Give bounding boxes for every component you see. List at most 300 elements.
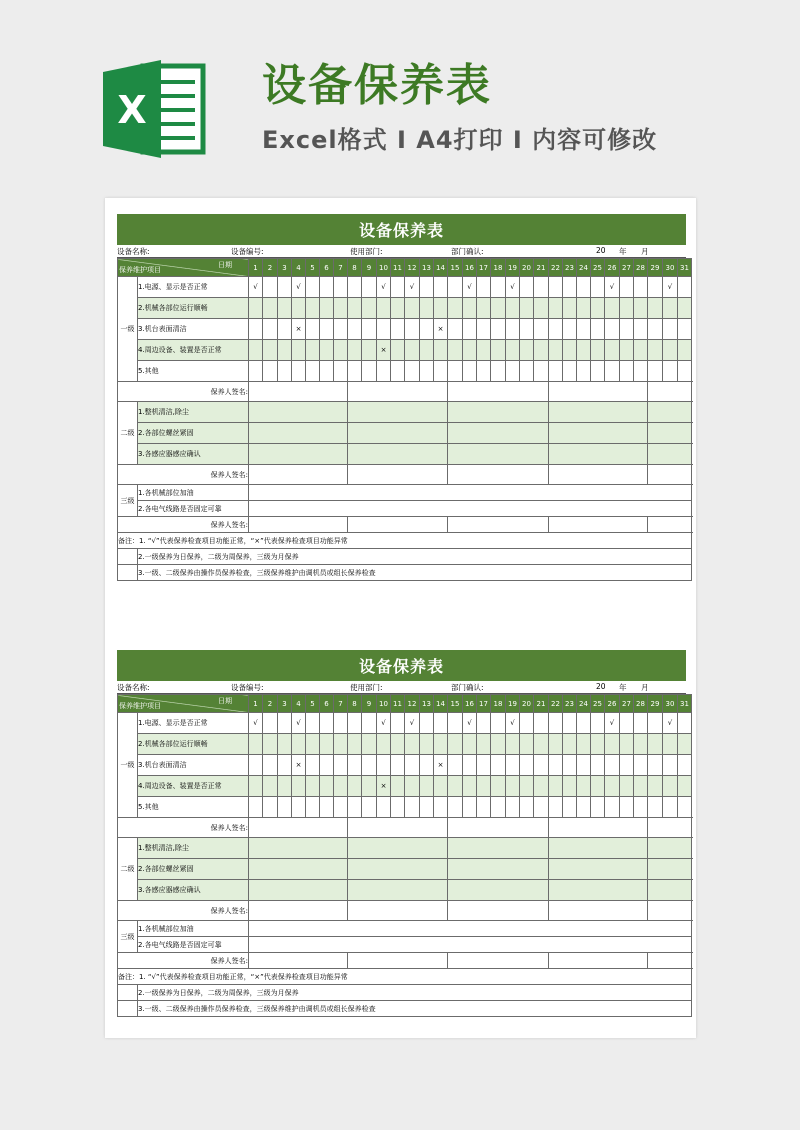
check-cell[interactable] [348, 277, 362, 298]
check-cell[interactable] [520, 776, 534, 797]
check-cell[interactable] [334, 361, 348, 382]
check-cell[interactable] [405, 776, 420, 797]
check-cell[interactable] [534, 776, 549, 797]
check-cell[interactable] [678, 776, 692, 797]
check-cell[interactable] [420, 361, 434, 382]
check-cell[interactable] [448, 361, 463, 382]
check-cell[interactable] [320, 298, 334, 319]
check-cell[interactable] [663, 298, 678, 319]
check-cell[interactable] [320, 734, 334, 755]
check-cell[interactable] [549, 713, 563, 734]
signature-cell[interactable] [348, 901, 448, 921]
check-cell[interactable] [634, 713, 648, 734]
check-cell[interactable] [292, 340, 306, 361]
check-cell[interactable] [377, 298, 391, 319]
check-cell[interactable] [377, 734, 391, 755]
check-cell[interactable] [477, 776, 491, 797]
check-cell[interactable] [620, 713, 634, 734]
signature-cell[interactable] [549, 953, 648, 969]
check-cell[interactable] [506, 319, 520, 340]
check-cell[interactable] [249, 734, 263, 755]
signature-cell[interactable] [249, 953, 348, 969]
entry-cell[interactable] [648, 838, 692, 859]
signature-cell[interactable] [348, 953, 448, 969]
check-cell[interactable] [334, 298, 348, 319]
check-cell[interactable] [320, 340, 334, 361]
check-cell[interactable] [278, 776, 292, 797]
check-cell[interactable] [463, 755, 477, 776]
check-cell[interactable] [520, 340, 534, 361]
entry-cell[interactable] [448, 423, 549, 444]
check-cell[interactable] [648, 734, 663, 755]
check-cell[interactable] [334, 755, 348, 776]
check-cell[interactable] [334, 277, 348, 298]
check-cell[interactable] [506, 298, 520, 319]
check-cell[interactable] [278, 713, 292, 734]
check-cell[interactable] [491, 734, 506, 755]
entry-cell[interactable] [249, 444, 348, 465]
check-cell[interactable] [434, 298, 448, 319]
check-cell[interactable] [362, 319, 377, 340]
check-cell[interactable] [420, 298, 434, 319]
check-cell[interactable] [648, 713, 663, 734]
check-cell[interactable] [278, 319, 292, 340]
check-cell[interactable] [620, 734, 634, 755]
entry-cell[interactable] [348, 880, 448, 901]
check-cell[interactable] [563, 361, 577, 382]
check-cell[interactable] [434, 797, 448, 818]
check-cell[interactable] [577, 277, 591, 298]
check-cell[interactable] [620, 319, 634, 340]
entry-cell[interactable] [249, 501, 692, 517]
entry-cell[interactable] [549, 859, 648, 880]
check-cell[interactable] [477, 340, 491, 361]
check-cell[interactable] [292, 776, 306, 797]
check-cell[interactable]: √ [377, 713, 391, 734]
entry-cell[interactable] [249, 937, 692, 953]
check-cell[interactable] [434, 277, 448, 298]
check-cell[interactable] [663, 361, 678, 382]
check-cell[interactable] [591, 277, 605, 298]
entry-cell[interactable] [448, 402, 549, 423]
entry-cell[interactable] [648, 423, 692, 444]
check-cell[interactable] [448, 340, 463, 361]
check-cell[interactable] [663, 319, 678, 340]
check-cell[interactable] [620, 776, 634, 797]
check-cell[interactable] [549, 319, 563, 340]
check-cell[interactable] [648, 755, 663, 776]
check-cell[interactable] [362, 755, 377, 776]
check-cell[interactable] [320, 713, 334, 734]
check-cell[interactable] [549, 277, 563, 298]
check-cell[interactable] [306, 277, 320, 298]
check-cell[interactable]: × [292, 755, 306, 776]
check-cell[interactable] [320, 755, 334, 776]
check-cell[interactable] [263, 277, 278, 298]
check-cell[interactable] [463, 298, 477, 319]
check-cell[interactable] [591, 361, 605, 382]
check-cell[interactable] [534, 319, 549, 340]
check-cell[interactable] [520, 361, 534, 382]
entry-cell[interactable] [549, 423, 648, 444]
check-cell[interactable] [477, 713, 491, 734]
check-cell[interactable] [278, 755, 292, 776]
check-cell[interactable] [334, 319, 348, 340]
check-cell[interactable] [620, 361, 634, 382]
check-cell[interactable] [534, 734, 549, 755]
check-cell[interactable] [577, 713, 591, 734]
check-cell[interactable]: × [377, 340, 391, 361]
check-cell[interactable] [663, 755, 678, 776]
check-cell[interactable] [534, 277, 549, 298]
check-cell[interactable] [634, 340, 648, 361]
check-cell[interactable] [278, 797, 292, 818]
check-cell[interactable] [405, 755, 420, 776]
check-cell[interactable] [563, 797, 577, 818]
signature-cell[interactable] [249, 818, 348, 838]
check-cell[interactable] [563, 277, 577, 298]
check-cell[interactable] [634, 755, 648, 776]
check-cell[interactable] [306, 340, 320, 361]
entry-cell[interactable] [448, 859, 549, 880]
check-cell[interactable] [420, 340, 434, 361]
check-cell[interactable] [463, 361, 477, 382]
check-cell[interactable]: √ [506, 713, 520, 734]
entry-cell[interactable] [249, 880, 348, 901]
check-cell[interactable] [663, 776, 678, 797]
check-cell[interactable] [320, 776, 334, 797]
signature-cell[interactable] [648, 818, 692, 838]
check-cell[interactable] [605, 776, 620, 797]
check-cell[interactable] [577, 319, 591, 340]
check-cell[interactable] [506, 340, 520, 361]
check-cell[interactable] [348, 713, 362, 734]
entry-cell[interactable] [549, 444, 648, 465]
check-cell[interactable] [420, 776, 434, 797]
check-cell[interactable] [348, 797, 362, 818]
check-cell[interactable] [620, 277, 634, 298]
check-cell[interactable] [634, 319, 648, 340]
check-cell[interactable] [334, 340, 348, 361]
check-cell[interactable] [549, 298, 563, 319]
check-cell[interactable] [549, 755, 563, 776]
check-cell[interactable] [377, 361, 391, 382]
check-cell[interactable]: √ [663, 277, 678, 298]
check-cell[interactable] [534, 755, 549, 776]
signature-cell[interactable] [448, 953, 549, 969]
check-cell[interactable] [663, 734, 678, 755]
check-cell[interactable] [591, 713, 605, 734]
check-cell[interactable] [491, 755, 506, 776]
signature-cell[interactable] [448, 465, 549, 485]
check-cell[interactable] [648, 277, 663, 298]
check-cell[interactable] [362, 340, 377, 361]
signature-cell[interactable] [348, 818, 448, 838]
check-cell[interactable] [434, 776, 448, 797]
check-cell[interactable] [320, 361, 334, 382]
entry-cell[interactable] [249, 485, 692, 501]
check-cell[interactable] [448, 277, 463, 298]
check-cell[interactable] [348, 340, 362, 361]
check-cell[interactable] [463, 319, 477, 340]
check-cell[interactable]: × [434, 755, 448, 776]
check-cell[interactable] [448, 319, 463, 340]
check-cell[interactable] [391, 797, 405, 818]
check-cell[interactable] [491, 319, 506, 340]
check-cell[interactable] [278, 277, 292, 298]
check-cell[interactable] [477, 298, 491, 319]
check-cell[interactable] [577, 340, 591, 361]
check-cell[interactable] [477, 319, 491, 340]
check-cell[interactable] [534, 797, 549, 818]
check-cell[interactable] [577, 298, 591, 319]
check-cell[interactable] [362, 797, 377, 818]
check-cell[interactable] [278, 734, 292, 755]
check-cell[interactable] [391, 734, 405, 755]
check-cell[interactable] [263, 734, 278, 755]
check-cell[interactable] [334, 734, 348, 755]
entry-cell[interactable] [648, 444, 692, 465]
check-cell[interactable] [391, 298, 405, 319]
check-cell[interactable] [506, 797, 520, 818]
check-cell[interactable] [549, 340, 563, 361]
check-cell[interactable] [420, 713, 434, 734]
check-cell[interactable] [448, 797, 463, 818]
check-cell[interactable] [263, 776, 278, 797]
entry-cell[interactable] [448, 444, 549, 465]
check-cell[interactable] [678, 797, 692, 818]
check-cell[interactable] [634, 361, 648, 382]
check-cell[interactable] [491, 776, 506, 797]
entry-cell[interactable] [249, 921, 692, 937]
check-cell[interactable] [434, 361, 448, 382]
signature-cell[interactable] [648, 517, 692, 533]
check-cell[interactable] [334, 713, 348, 734]
check-cell[interactable] [648, 361, 663, 382]
check-cell[interactable] [634, 797, 648, 818]
check-cell[interactable] [477, 755, 491, 776]
check-cell[interactable] [362, 713, 377, 734]
signature-cell[interactable] [549, 517, 648, 533]
signature-cell[interactable] [249, 517, 348, 533]
check-cell[interactable] [577, 734, 591, 755]
check-cell[interactable] [620, 797, 634, 818]
check-cell[interactable] [348, 776, 362, 797]
check-cell[interactable] [334, 776, 348, 797]
check-cell[interactable] [520, 277, 534, 298]
signature-cell[interactable] [348, 382, 448, 402]
signature-cell[interactable] [249, 465, 348, 485]
check-cell[interactable] [506, 361, 520, 382]
check-cell[interactable] [263, 713, 278, 734]
check-cell[interactable] [249, 776, 263, 797]
entry-cell[interactable] [549, 880, 648, 901]
check-cell[interactable] [306, 713, 320, 734]
check-cell[interactable] [491, 340, 506, 361]
check-cell[interactable] [591, 776, 605, 797]
check-cell[interactable] [278, 340, 292, 361]
entry-cell[interactable] [249, 838, 348, 859]
check-cell[interactable] [391, 361, 405, 382]
check-cell[interactable] [620, 755, 634, 776]
check-cell[interactable] [477, 361, 491, 382]
signature-cell[interactable] [348, 465, 448, 485]
signature-cell[interactable] [648, 382, 692, 402]
check-cell[interactable] [678, 734, 692, 755]
check-cell[interactable] [320, 797, 334, 818]
check-cell[interactable] [278, 298, 292, 319]
check-cell[interactable]: √ [405, 277, 420, 298]
entry-cell[interactable] [348, 859, 448, 880]
check-cell[interactable]: √ [605, 713, 620, 734]
check-cell[interactable] [549, 361, 563, 382]
signature-cell[interactable] [549, 382, 648, 402]
check-cell[interactable]: √ [605, 277, 620, 298]
check-cell[interactable] [292, 298, 306, 319]
signature-cell[interactable] [348, 517, 448, 533]
signature-cell[interactable] [648, 901, 692, 921]
check-cell[interactable] [591, 797, 605, 818]
entry-cell[interactable] [648, 880, 692, 901]
check-cell[interactable] [591, 755, 605, 776]
check-cell[interactable] [249, 361, 263, 382]
check-cell[interactable] [306, 319, 320, 340]
check-cell[interactable]: √ [292, 713, 306, 734]
check-cell[interactable] [405, 319, 420, 340]
check-cell[interactable] [405, 298, 420, 319]
check-cell[interactable] [577, 755, 591, 776]
check-cell[interactable] [506, 755, 520, 776]
check-cell[interactable] [591, 319, 605, 340]
entry-cell[interactable] [249, 423, 348, 444]
check-cell[interactable] [306, 755, 320, 776]
check-cell[interactable] [591, 734, 605, 755]
check-cell[interactable] [348, 298, 362, 319]
check-cell[interactable] [448, 298, 463, 319]
signature-cell[interactable] [549, 465, 648, 485]
check-cell[interactable] [506, 734, 520, 755]
check-cell[interactable] [306, 298, 320, 319]
check-cell[interactable] [634, 277, 648, 298]
check-cell[interactable] [491, 277, 506, 298]
check-cell[interactable] [678, 298, 692, 319]
check-cell[interactable] [477, 797, 491, 818]
check-cell[interactable] [591, 298, 605, 319]
check-cell[interactable] [405, 361, 420, 382]
check-cell[interactable] [391, 277, 405, 298]
check-cell[interactable] [663, 797, 678, 818]
check-cell[interactable] [648, 776, 663, 797]
check-cell[interactable] [377, 319, 391, 340]
check-cell[interactable] [534, 713, 549, 734]
check-cell[interactable] [448, 755, 463, 776]
check-cell[interactable] [278, 361, 292, 382]
check-cell[interactable] [605, 298, 620, 319]
check-cell[interactable]: √ [663, 713, 678, 734]
check-cell[interactable] [634, 298, 648, 319]
signature-cell[interactable] [448, 818, 549, 838]
check-cell[interactable] [520, 713, 534, 734]
check-cell[interactable] [348, 734, 362, 755]
check-cell[interactable] [263, 361, 278, 382]
check-cell[interactable] [263, 797, 278, 818]
check-cell[interactable]: × [434, 319, 448, 340]
check-cell[interactable] [249, 298, 263, 319]
check-cell[interactable]: × [377, 776, 391, 797]
check-cell[interactable] [463, 340, 477, 361]
check-cell[interactable] [249, 319, 263, 340]
signature-cell[interactable] [249, 382, 348, 402]
signature-cell[interactable] [448, 382, 549, 402]
check-cell[interactable] [249, 340, 263, 361]
check-cell[interactable]: √ [405, 713, 420, 734]
entry-cell[interactable] [348, 423, 448, 444]
check-cell[interactable] [549, 776, 563, 797]
check-cell[interactable] [605, 797, 620, 818]
entry-cell[interactable] [249, 402, 348, 423]
check-cell[interactable] [463, 734, 477, 755]
check-cell[interactable] [405, 734, 420, 755]
check-cell[interactable] [249, 797, 263, 818]
check-cell[interactable] [292, 797, 306, 818]
check-cell[interactable] [491, 713, 506, 734]
check-cell[interactable] [563, 713, 577, 734]
check-cell[interactable] [491, 298, 506, 319]
check-cell[interactable] [448, 776, 463, 797]
check-cell[interactable] [605, 734, 620, 755]
check-cell[interactable] [591, 340, 605, 361]
check-cell[interactable] [577, 776, 591, 797]
check-cell[interactable] [605, 340, 620, 361]
check-cell[interactable] [263, 755, 278, 776]
check-cell[interactable] [405, 340, 420, 361]
check-cell[interactable] [448, 713, 463, 734]
check-cell[interactable] [534, 298, 549, 319]
check-cell[interactable] [477, 734, 491, 755]
check-cell[interactable] [563, 319, 577, 340]
check-cell[interactable] [292, 734, 306, 755]
check-cell[interactable] [292, 361, 306, 382]
check-cell[interactable] [362, 734, 377, 755]
check-cell[interactable]: √ [249, 713, 263, 734]
check-cell[interactable] [434, 340, 448, 361]
check-cell[interactable] [678, 361, 692, 382]
check-cell[interactable] [434, 734, 448, 755]
entry-cell[interactable] [549, 402, 648, 423]
check-cell[interactable] [563, 755, 577, 776]
signature-cell[interactable] [648, 465, 692, 485]
entry-cell[interactable] [648, 402, 692, 423]
check-cell[interactable] [420, 277, 434, 298]
check-cell[interactable] [491, 797, 506, 818]
check-cell[interactable] [362, 298, 377, 319]
check-cell[interactable] [434, 713, 448, 734]
check-cell[interactable] [520, 755, 534, 776]
check-cell[interactable] [448, 734, 463, 755]
entry-cell[interactable] [648, 859, 692, 880]
check-cell[interactable] [634, 776, 648, 797]
check-cell[interactable] [391, 755, 405, 776]
check-cell[interactable] [306, 734, 320, 755]
check-cell[interactable] [648, 298, 663, 319]
check-cell[interactable] [648, 319, 663, 340]
check-cell[interactable]: √ [249, 277, 263, 298]
check-cell[interactable] [605, 319, 620, 340]
check-cell[interactable] [678, 755, 692, 776]
check-cell[interactable] [306, 797, 320, 818]
check-cell[interactable] [249, 755, 263, 776]
check-cell[interactable] [563, 298, 577, 319]
